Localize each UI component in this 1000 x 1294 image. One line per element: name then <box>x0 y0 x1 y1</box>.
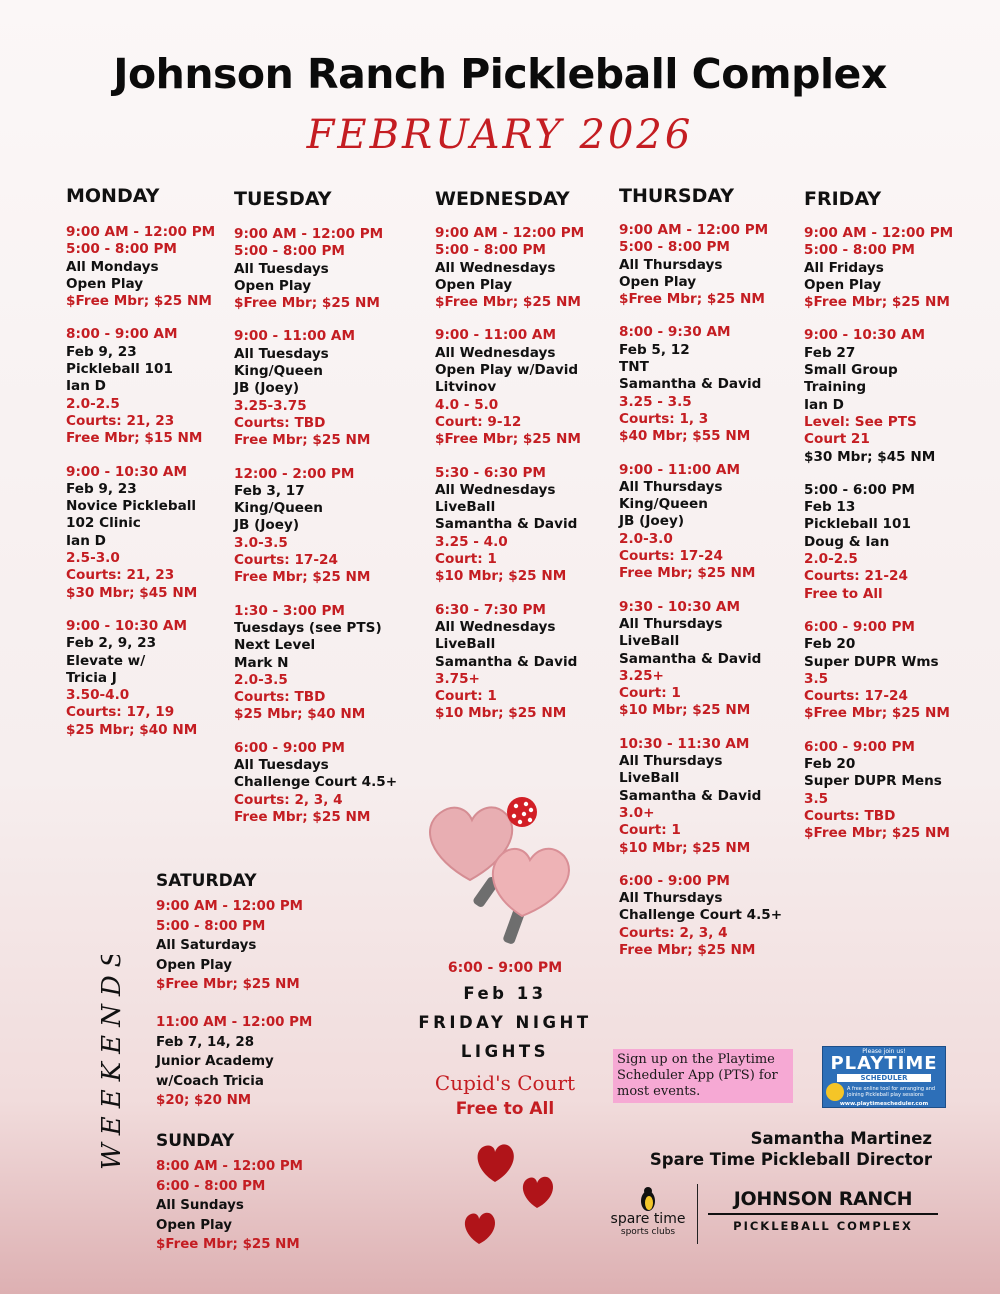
day-column-tuesday <box>234 188 419 842</box>
event-line: Free to All <box>804 585 883 602</box>
event-line: Open Play <box>804 276 882 293</box>
event-line: 102 Clinic <box>66 515 141 532</box>
event-line: Small Group <box>804 362 898 379</box>
event-line: Court: 1 <box>619 822 681 839</box>
event-line: Free Mbr; $25 NM <box>619 565 756 582</box>
spare-time-line1: spare time <box>610 1211 686 1227</box>
event-line: Samantha & David <box>435 516 578 533</box>
event-block <box>619 462 804 583</box>
event-line: Open Play <box>234 277 312 294</box>
event-line: All Mondays <box>66 258 159 275</box>
event-line: 3.0+ <box>619 804 655 821</box>
event-line: $Free Mbr; $25 NM <box>804 825 950 842</box>
event-line: Samantha & David <box>435 653 578 670</box>
event-line: All Thursdays <box>619 890 723 907</box>
event-line: 9:00 AM - 12:00 PM <box>234 226 384 242</box>
event-line: 5:00 - 8:00 PM <box>619 239 730 256</box>
event-line: Ian D <box>66 378 106 395</box>
event-line: $10 Mbr; $25 NM <box>619 702 751 719</box>
month-subtitle: FEBRUARY 2026 <box>306 112 694 158</box>
event-line: Pickleball 101 <box>804 516 911 533</box>
event-line: Feb 13 <box>804 499 856 516</box>
event-line: Feb 5, 12 <box>619 341 690 358</box>
jr-logo-line2: PICKLEBALL COMPLEX <box>733 1219 913 1233</box>
event-line: $Free Mbr; $25 NM <box>435 294 581 311</box>
event-line: All Fridays <box>804 259 884 276</box>
event-line: Courts: 2, 3, 4 <box>234 791 343 808</box>
event-line: 6:00 - 9:00 PM <box>804 618 915 635</box>
event-line: Courts: 21, 23 <box>66 567 175 584</box>
event-line: Samantha & David <box>619 650 762 667</box>
event-line: All Thursdays <box>619 615 723 632</box>
event-block <box>234 328 419 449</box>
event-line: Super DUPR Mens <box>804 773 942 790</box>
event-line: Courts: TBD <box>234 689 326 706</box>
event-line: $Free Mbr; $25 NM <box>156 977 300 993</box>
event-line: JB (Joey) <box>234 380 300 397</box>
event-line: All Tuesdays <box>234 260 329 277</box>
event-line: 5:00 - 8:00 PM <box>156 918 266 934</box>
event-block <box>804 327 989 465</box>
event-line: Feb 7, 14, 28 <box>156 1034 255 1050</box>
event-line: Novice Pickleball <box>66 498 197 515</box>
event-line: All Wednesdays <box>435 481 556 498</box>
event-block <box>66 326 251 447</box>
spare-time-line2: sports clubs <box>620 1227 676 1237</box>
event-line: 9:30 - 10:30 AM <box>619 598 740 615</box>
event-line: All Thursdays <box>619 478 723 495</box>
event-line: 3.25 - 4.0 <box>435 533 508 550</box>
event-line: 3.50-4.0 <box>66 687 130 704</box>
day-heading: SUNDAY <box>156 1131 235 1151</box>
event-line: Courts: 17-24 <box>619 548 723 565</box>
event-line: $Free Mbr; $25 NM <box>156 1237 300 1253</box>
event-line: $30 Mbr; $45 NM <box>804 448 936 465</box>
clock-icon <box>826 1083 844 1101</box>
event-line: 6:00 - 9:00 PM <box>804 738 915 755</box>
weekends-text: WEEKENDS <box>97 955 127 1170</box>
event-line: 9:00 AM - 12:00 PM <box>66 224 216 240</box>
event-line: Free Mbr; $25 NM <box>234 432 371 449</box>
event-line: Elevate w/ <box>66 652 146 669</box>
event-block <box>619 599 804 720</box>
jr-logo-line1: JOHNSON RANCH <box>708 1188 938 1215</box>
event-line: Court: 1 <box>619 685 681 702</box>
day-heading: TUESDAY <box>234 188 332 210</box>
event-line: Doug & Ian <box>804 533 890 550</box>
event-block <box>435 225 620 311</box>
director-block <box>600 1128 932 1170</box>
event-line: $Free Mbr; $25 NM <box>435 431 581 448</box>
event-line: Court: 9-12 <box>435 413 522 430</box>
event-line: Samantha & David <box>619 787 762 804</box>
johnson-ranch-logo <box>708 1188 938 1233</box>
event-line: $Free Mbr; $25 NM <box>234 295 380 312</box>
event-line: $40 Mbr; $55 NM <box>619 428 751 445</box>
event-line: 9:00 AM - 12:00 PM <box>435 225 585 241</box>
event-line: 2.0-2.5 <box>804 551 858 568</box>
day-heading: MONDAY <box>66 185 160 207</box>
event-line: $20; $20 NM <box>156 1093 252 1109</box>
special-event-name: Cupid's Court <box>434 1071 576 1095</box>
page-title: Johnson Ranch Pickleball Complex <box>113 50 887 98</box>
event-line: Courts: 21-24 <box>804 568 908 585</box>
event-line: King/Queen <box>619 496 708 513</box>
event-line: $10 Mbr; $25 NM <box>435 568 567 585</box>
day-column-wednesday <box>435 188 620 739</box>
event-line: 3.75+ <box>435 670 480 687</box>
event-line: 3.5 <box>804 790 829 807</box>
event-line: JB (Joey) <box>619 513 685 530</box>
event-line: Courts: 17-24 <box>234 552 338 569</box>
special-event <box>405 960 605 1119</box>
event-line: $10 Mbr; $25 NM <box>435 705 567 722</box>
special-event-title-line2: LIGHTS <box>460 1042 550 1061</box>
event-line: 9:00 AM - 12:00 PM <box>804 225 954 241</box>
event-line: Samantha & David <box>619 376 762 393</box>
event-line: 5:00 - 8:00 PM <box>435 242 546 259</box>
event-line: 3.25 - 3.5 <box>619 393 692 410</box>
event-line: 6:30 - 7:30 PM <box>435 601 546 618</box>
special-event-price: Free to All <box>455 1099 555 1119</box>
event-line: Courts: 17, 19 <box>66 704 175 721</box>
event-line: Courts: TBD <box>804 807 896 824</box>
event-block <box>234 466 419 587</box>
event-line: 9:00 AM - 12:00 PM <box>156 899 303 914</box>
event-block <box>619 736 804 857</box>
event-line: 9:00 - 10:30 AM <box>66 617 187 634</box>
event-line: King/Queen <box>234 363 323 380</box>
event-block <box>66 618 251 739</box>
event-line: All Wednesdays <box>435 344 556 361</box>
day-column-sunday <box>156 1131 341 1273</box>
event-line: w/Coach Tricia <box>156 1073 264 1089</box>
event-line: 10:30 - 11:30 AM <box>619 735 750 752</box>
event-line: 5:00 - 8:00 PM <box>66 241 177 258</box>
playtime-url[interactable]: www.playtimescheduler.com <box>839 1101 929 1107</box>
spare-time-logo <box>602 1186 694 1237</box>
event-line: All Wednesdays <box>435 259 556 276</box>
event-line: Courts: 2, 3, 4 <box>619 924 728 941</box>
playtime-tagline: A free online tool for arranging and joining Pickleball play sessions <box>847 1086 936 1098</box>
event-line: Litvinov <box>435 379 497 396</box>
event-line: Courts: 17-24 <box>804 688 908 705</box>
special-event-title-line1: FRIDAY NIGHT <box>418 1013 592 1032</box>
heart-paddles-illustration <box>410 788 600 953</box>
event-line: Court 21 <box>804 431 870 448</box>
event-line: $25 Mbr; $40 NM <box>66 721 198 738</box>
event-line: 4.0 - 5.0 <box>435 396 499 413</box>
event-line: 8:00 - 9:00 AM <box>66 326 178 343</box>
event-block <box>156 897 341 995</box>
day-heading: THURSDAY <box>619 185 735 207</box>
playtime-sub: SCHEDULER <box>837 1074 931 1082</box>
event-block <box>804 482 989 603</box>
event-line: 9:00 - 11:00 AM <box>435 327 556 344</box>
event-line: Free Mbr; $15 NM <box>66 430 203 447</box>
day-heading: FRIDAY <box>804 188 882 210</box>
event-line: 9:00 - 11:00 AM <box>234 328 355 345</box>
event-line: 9:00 AM - 12:00 PM <box>619 222 769 238</box>
event-line: Open Play <box>156 1217 233 1233</box>
hearts-decoration <box>455 1140 565 1250</box>
event-line: All Wednesdays <box>435 618 556 635</box>
day-column-thursday <box>619 185 804 975</box>
event-line: Tricia J <box>66 669 117 686</box>
event-line: All Thursdays <box>619 753 723 770</box>
event-line: 3.25+ <box>619 667 664 684</box>
event-line: LiveBall <box>435 499 496 516</box>
event-block <box>619 222 804 308</box>
event-line: Courts: 21, 23 <box>66 412 175 429</box>
event-line: 5:00 - 8:00 PM <box>804 242 915 259</box>
event-line: Feb 9, 23 <box>66 480 137 497</box>
event-line: All Tuesdays <box>234 345 329 362</box>
event-line: Training <box>804 379 867 396</box>
event-block <box>66 224 251 310</box>
event-line: 2.0-3.0 <box>619 530 673 547</box>
event-block <box>156 1157 341 1255</box>
event-line: Pickleball 101 <box>66 361 173 378</box>
event-line: Feb 20 <box>804 756 856 773</box>
event-line: LiveBall <box>619 633 680 650</box>
event-line: 6:00 - 9:00 PM <box>234 739 345 756</box>
event-line: All Thursdays <box>619 256 723 273</box>
event-block <box>804 225 989 311</box>
event-line: 9:00 - 10:30 AM <box>66 463 187 480</box>
event-line: JB (Joey) <box>234 517 300 534</box>
event-line: Super DUPR Wms <box>804 653 939 670</box>
day-column-friday <box>804 188 989 859</box>
director-title: Spare Time Pickleball Director <box>649 1150 932 1169</box>
event-line: Ian D <box>804 396 844 413</box>
event-line: 12:00 - 2:00 PM <box>234 465 355 482</box>
event-line: TNT <box>619 359 649 376</box>
event-line: Next Level <box>234 637 316 654</box>
event-line: Courts: 1, 3 <box>619 410 709 427</box>
event-line: Court: 1 <box>435 688 497 705</box>
event-line: Feb 3, 17 <box>234 482 305 499</box>
event-line: Mark N <box>234 654 289 671</box>
event-block <box>435 465 620 586</box>
event-block <box>66 464 251 602</box>
event-block <box>234 226 419 312</box>
event-block <box>156 1013 341 1111</box>
day-column-saturday <box>156 871 341 1129</box>
event-block <box>804 739 989 843</box>
signup-note: Sign up on the Playtime Scheduler App (PTS) for most events. <box>613 1049 793 1103</box>
event-line: LiveBall <box>435 636 496 653</box>
playtime-scheduler-logo[interactable] <box>822 1046 946 1108</box>
event-line: Challenge Court 4.5+ <box>619 907 783 924</box>
event-line: Open Play <box>435 276 513 293</box>
event-line: $Free Mbr; $25 NM <box>619 291 765 308</box>
event-line: $Free Mbr; $25 NM <box>66 293 212 310</box>
event-line: Ian D <box>66 532 106 549</box>
event-line: Free Mbr; $25 NM <box>234 569 371 586</box>
event-line: 11:00 AM - 12:00 PM <box>156 1014 313 1030</box>
event-line: 2.0-3.5 <box>234 671 288 688</box>
event-line: 5:00 - 8:00 PM <box>234 243 345 260</box>
weekends-label <box>78 955 138 1175</box>
event-line: $Free Mbr; $25 NM <box>804 294 950 311</box>
event-line: $Free Mbr; $25 NM <box>804 705 950 722</box>
playtime-top: Please join us! <box>862 1048 906 1055</box>
event-line: All Tuesdays <box>234 757 329 774</box>
event-block <box>619 873 804 959</box>
event-block <box>804 619 989 723</box>
event-line: Feb 9, 23 <box>66 343 137 360</box>
event-line: Open Play <box>156 957 233 973</box>
event-block <box>234 603 419 724</box>
event-line: 9:00 - 11:00 AM <box>619 461 740 478</box>
event-line: 5:00 - 6:00 PM <box>804 481 915 498</box>
event-line: 3.0-3.5 <box>234 534 288 551</box>
event-line: $10 Mbr; $25 NM <box>619 839 751 856</box>
event-line: Junior Academy <box>156 1054 274 1070</box>
special-event-time: 6:00 - 9:00 PM <box>447 960 563 976</box>
event-line: Open Play <box>619 273 697 290</box>
event-line: Feb 27 <box>804 344 856 361</box>
director-name: Samantha Martinez <box>750 1129 932 1148</box>
event-block <box>234 740 419 826</box>
event-line: Court: 1 <box>435 551 497 568</box>
event-line: 3.25-3.75 <box>234 397 307 414</box>
event-line: 8:00 - 9:30 AM <box>619 324 731 341</box>
event-line: 5:30 - 6:30 PM <box>435 464 546 481</box>
event-line: $30 Mbr; $45 NM <box>66 584 198 601</box>
event-block <box>619 324 804 445</box>
event-line: Feb 2, 9, 23 <box>66 635 157 652</box>
event-line: LiveBall <box>619 770 680 787</box>
day-heading: WEDNESDAY <box>435 188 570 210</box>
event-line: 2.0-2.5 <box>66 395 120 412</box>
event-line: Open Play w/David <box>435 362 579 379</box>
event-line: Free Mbr; $25 NM <box>234 808 371 825</box>
event-line: Level: See PTS <box>804 413 917 430</box>
event-line: Courts: TBD <box>234 414 326 431</box>
day-column-monday <box>66 185 251 755</box>
event-block <box>435 327 620 448</box>
event-line: Open Play <box>66 275 144 292</box>
event-line: 2.5-3.0 <box>66 550 120 567</box>
day-heading: SATURDAY <box>156 871 257 891</box>
event-line: $25 Mbr; $40 NM <box>234 706 366 723</box>
event-line: Challenge Court 4.5+ <box>234 774 398 791</box>
event-line: 3.5 <box>804 670 829 687</box>
event-line: Free Mbr; $25 NM <box>619 941 756 958</box>
event-line: All Sundays <box>156 1198 244 1214</box>
event-line: Feb 20 <box>804 636 856 653</box>
logo-divider <box>697 1184 698 1244</box>
event-block <box>435 602 620 723</box>
special-event-date: Feb 13 <box>463 984 547 1003</box>
playtime-name: PLAYTIME <box>830 1053 938 1074</box>
event-line: 8:00 AM - 12:00 PM <box>156 1159 303 1174</box>
event-line: 6:00 - 8:00 PM <box>156 1178 266 1194</box>
event-line: 9:00 - 10:30 AM <box>804 327 925 344</box>
event-line: 6:00 - 9:00 PM <box>619 872 730 889</box>
event-line: 1:30 - 3:00 PM <box>234 602 345 619</box>
event-line: King/Queen <box>234 500 323 517</box>
event-line: All Saturdays <box>156 938 257 954</box>
event-line: Tuesdays (see PTS) <box>234 619 382 636</box>
penguin-icon <box>637 1186 659 1212</box>
